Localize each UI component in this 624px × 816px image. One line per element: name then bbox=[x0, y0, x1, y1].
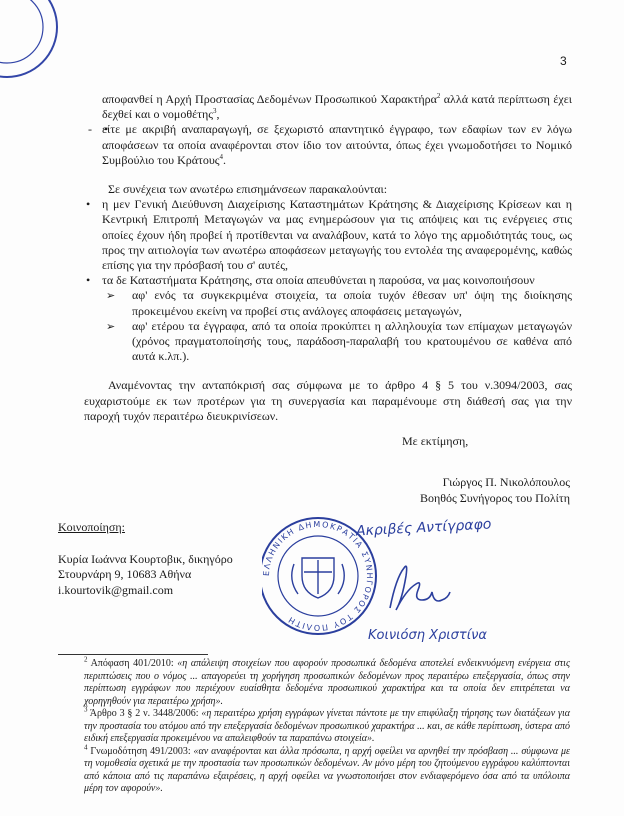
signature-scribble bbox=[390, 566, 450, 610]
coat-of-arms-icon bbox=[292, 558, 345, 598]
bullet-prisons: • τα δε Καταστήματα Κράτησης, στα οποία απευθύνεται η παρούσα, να μας κοινοποιήσουν bbox=[84, 273, 572, 288]
paragraph-closing-request: Αναμένοντας την ανταπόκρισή σας σύμφωνα με το άρθρο 4 § 5 του ν.3094/2003, σας ευχαριστούμε εκ των προτέρων για τη συνεργασία και παραμένουμε στη διάθεσή σας για την παροχή τυχόν περαιτέρω διευκρινίσεων. bbox=[84, 378, 572, 423]
letter-body bbox=[84, 92, 572, 424]
paragraph-request-intro: Σε συνέχεια των ανωτέρω επισημάνσεων παρακαλούνται: bbox=[108, 182, 388, 197]
cc-address: Στουρνάρη 9, 10683 Αθήνα bbox=[58, 567, 192, 581]
footnote-divider bbox=[58, 654, 208, 655]
cc-title: Κοινοποίηση: bbox=[58, 520, 125, 534]
paragraph-continuation: αποφανθεί η Αρχή Προστασίας Δεδομένων Προσωπικού Χαρακτήρα$^2$ αλλά κατά περίπτωση έχει δεχθεί και ο νομοθέτης$^3$, bbox=[102, 92, 572, 122]
footnote-2: $^2$ Απόφαση 401/2010: «η απάλειψη στοιχείων που αφορούν προσωπικά δεδομένα αποτελεί ενδεικνυόμενη ενέργεια στις περιπτώσεις που ο νόμος ... απαγορεύει τη χορήγηση προσωπικών δεδομένων προς περαιτέρω επεξεργασία, όπως στην περίπτωση εγγράφων που περιέχουν ευαίσθητα δεδομένα προσωπικού χαρακτήρα και τα οποία δεν επιτρέπεται να χορηγηθούν για περαιτέρω χρήση». bbox=[84, 655, 570, 707]
stamp-ring-text: ΕΛΛΗΝΙΚΗ ΔΗΜΟΚΡΑΤΙΑ ΣΥΝΗΓΟΡΟΣ ΤΟΥ ΠΟΛΙΤΗ bbox=[262, 519, 375, 633]
seal-stamp-top bbox=[0, 0, 62, 82]
cc-email: i.kourtovik@gmail.com bbox=[58, 582, 174, 597]
cc-recipient: Κυρία Ιωάννα Κουρτοβικ, δικηγόρο bbox=[58, 551, 233, 566]
signer-name: Γιώργος Π. Νικολόπουλος bbox=[442, 475, 570, 489]
footnote-3: $^3$ Άρθρο 3 § 2 ν. 3448/2006: «η περαιτέρω χρήση εγγράφων γίνεται πάντοτε με την επιφύλαξη τήρησης των διατάξεων για την προστασία του ατόμου από την επεξεργασία δεδομένων προσωπικού χαρακτήρα ... και, σε κάθε περίπτωση, ύστερα από ειδική επεξεργασία προκειμένου να απαλειφθούν τα παραπάνω στοιχεία». bbox=[84, 705, 570, 744]
signer-title: Βοηθός Συνήγορος του Πολίτη bbox=[419, 491, 570, 505]
closing-salutation: Με εκτίμηση, bbox=[402, 434, 469, 448]
bullet-directorate: • η μεν Γενική Διεύθυνση Διαχείρισης Καταστημάτων Κράτησης & Διαχείρισης Κρίσεων και η Κεντρική Επιτροπή Μεταγωγών να μας ενημερώσουν για τις απόψεις και τις ενέργειες στις οποίες έχουν ήδη προβεί ή προτίθενται να αναλάβουν, κατά το λόγο της αρμοδιότητάς τους, ως προς την αιτιολογία των ανωτέρω αποφάσεων μεταγωγής του εντολέα της αναφερομένης, καθώς επίσης για την πρόσβασή του σ' αυτές, bbox=[84, 197, 572, 273]
cc-block bbox=[58, 520, 233, 598]
arrow-item-data: ➢ αφ' ενός τα συγκεκριμένα στοιχεία, τα οποία τυχόν έθεσαν υπ' όψη της διοίκησης προκειμένου εκείνη να προβεί στις ανάλογες αποφάσεις μεταγωγών, bbox=[102, 288, 572, 318]
seal-top-text bbox=[0, 0, 32, 17]
paragraph-alternative: • - είτε με ακριβή αναπαραγωγή, σε ξεχωριστό απαντητικό έγγραφο, των εδαφίων των εν λόγω αποφάσεων τα οποία αναφέρονται στον ίδιο τον αιτούντα, όπως έχει γνωμοδοτήσει το Νομικό Συμβούλιο του Κράτους$^4$. bbox=[102, 122, 572, 168]
svg-text:ΔΗΜΟΚΡΑΤΙΑ bbox=[0, 0, 32, 17]
stamp-true-copy: Ακριβές Αντίγραφο bbox=[355, 516, 492, 540]
arrow-item-documents: ➢ αφ' ετέρου τα έγγραφα, από τα οποία προκύπτει η αλληλουχία των επίμαχων μεταγωγών (χρόνος πραγματοποίησής τους, παράδοση-παραλαβή του κρατουμένου σε καθένα από αυτά κ.λπ.). bbox=[102, 319, 572, 365]
stamp-signer-name: Κοινιόση Χριστίνα bbox=[368, 628, 487, 643]
footnotes bbox=[84, 655, 570, 796]
page-number: 3 bbox=[560, 54, 567, 68]
footnote-4: $^4$ Γνωμοδότηση 491/2003: «αν αναφέρονται και άλλα πρόσωπα, η αρχή οφείλει να αρνηθεί την πρόσβαση ... σύμφωνα με τη νομοθεσία σχετικά με την προστασία των προσωπικών δεδομένων. Αν μόνο μέρη του ζητούμενου εγγράφου καλύπτονται από κάποια από τις παραπάνω εξαιρέσεις, η αρχή οφείλει να γνωστοποιήσει στον ενδιαφερόμενο όσα από τα υπόλοιπα μέρη τον αφορούν». bbox=[84, 743, 570, 794]
signature-block bbox=[420, 474, 570, 506]
